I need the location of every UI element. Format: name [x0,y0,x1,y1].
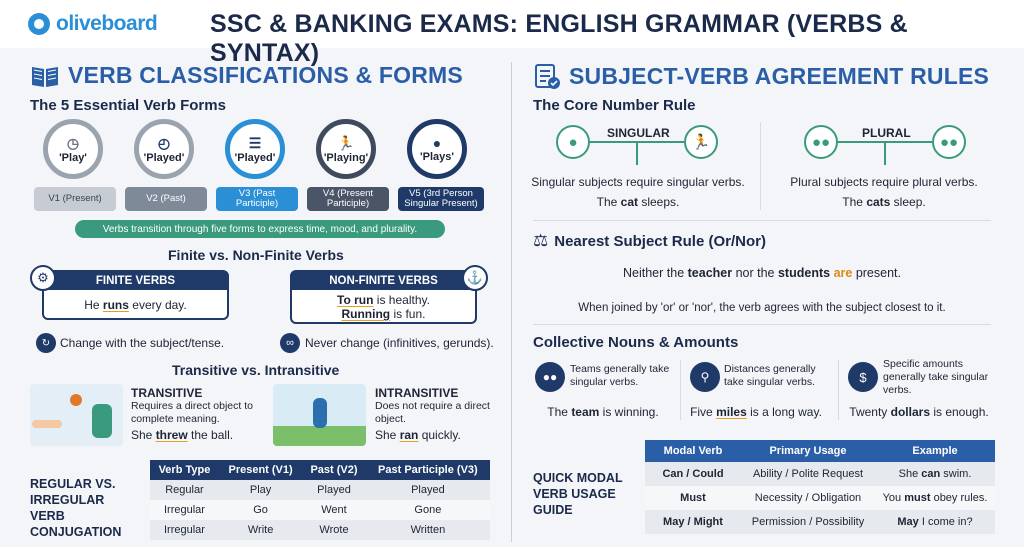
collective-desc-2: Distances generally take singular verbs. [724,363,816,388]
ball-icon [70,394,82,406]
verb-form-v3 [225,119,285,179]
table-cell: Wrote [319,524,349,536]
clock-icon: ◷ [66,134,80,151]
table-cell: Write [247,524,274,536]
finite-verb: runs [102,298,129,312]
conjugation-table [150,460,490,540]
modal-col-header: Modal Verb [663,445,723,457]
money-bag-icon: $ [848,362,878,392]
team-icon: ●● [535,362,565,392]
verb-forms-caption: Verbs transition through five forms to express time, mood, and plurality. [75,220,445,238]
finite-note: Change with the subject/tense. [60,336,225,350]
finite-heading: Finite vs. Non-Finite Verbs [168,247,344,263]
right-section-title: SUBJECT-VERB AGREEMENT RULES [569,62,990,89]
scales-icon: ⚖ [533,231,549,250]
checklist-icon [533,62,561,90]
finite-card [42,270,229,320]
location-icon: ⚲ [690,362,720,392]
verb-form-word: 'Playing' [323,151,369,164]
verb-form-label-v4: V4 (Present Participle) [307,187,389,211]
nonfinite-card-title: NON-FINITE VERBS [292,272,475,290]
verb-form-word: 'Play' [59,151,87,164]
singular-example: The cat sleeps. [596,195,680,209]
collective-example-1: The team is winning. [547,405,659,419]
nearest-note: When joined by 'or' or 'nor', the verb agrees with the subject closest to it. [578,302,946,314]
table-row [150,500,490,520]
collective-divider [838,360,839,420]
table-cell: Must [680,492,706,504]
crowd-icon: ●● [932,125,966,159]
verb-forms-row [43,119,483,211]
person-change-icon: ↻ [36,333,56,353]
table-cell: Play [249,484,272,496]
verb-form-v4 [316,119,376,179]
table-cell: Regular [165,484,204,496]
conj-col-header: Present (V1) [228,464,293,476]
table-cell: Ability / Polite Request [752,468,864,480]
section-rule [533,220,991,221]
singular-stem [636,141,638,165]
table-cell: Necessity / Obligation [754,492,862,504]
hand-figure [32,420,62,428]
transitive-heading: Transitive vs. Intransitive [172,362,340,378]
verb-form-label-v2: V2 (Past) [125,187,207,211]
finite-card-title: FINITE VERBS [44,272,227,290]
table-cell: Go [253,504,268,516]
left-section-title: VERB CLASSIFICATIONS & FORMS [68,62,463,88]
brand-name: oliveboard [56,12,158,35]
grass-shape [273,426,366,446]
transitive-example: She threw the ball. [131,428,234,442]
table-cell: You must obey rules. [882,492,988,504]
table-cell: Played [317,484,351,496]
intransitive-title: INTRANSITIVE [375,386,459,400]
verb-forms-heading: The 5 Essential Verb Forms [30,97,226,114]
nonfinite-example-1: To run is healthy. [337,293,430,307]
runner-icon: 🏃 [684,125,718,159]
clock-icon: ◴ [157,134,171,151]
stack-icon: ☰ [248,134,262,151]
intransitive-illustration [273,384,366,446]
verb-form-word: 'Plays' [420,151,454,163]
table-row [150,520,490,540]
nearest-example: Neither the teacher nor the students are present. [623,266,901,280]
verb-form-label-v1: V1 (Present) [34,187,116,211]
modal-col-header: Example [912,445,958,457]
person-icon: ● [556,125,590,159]
verb-form-v5 [407,119,467,179]
nonfinite-card [290,270,477,324]
modal-table [645,440,995,534]
verb-form-label-v5: V5 (3rd Person Singular Present) [398,187,484,211]
conjugation-heading: REGULAR VS. IRREGULAR VERB CONJUGATION [30,477,122,539]
table-cell: May I come in? [897,516,973,528]
collective-desc-1: Teams generally take singular verbs. [570,363,670,388]
nonfinite-example-2: Running is fun. [341,307,426,321]
singular-desc: Singular subjects require singular verbs. [531,175,745,189]
core-divider [760,122,761,210]
intransitive-example: She ran quickly. [375,428,461,442]
conj-col-header: Verb Type [158,464,211,476]
collective-divider [680,360,681,420]
verb-form-word: 'Played' [143,151,185,164]
table-cell: Gone [414,504,442,516]
runner-figure [313,398,327,428]
column-divider [511,62,512,542]
plural-stem [884,141,886,165]
conj-col-header: Past Participle (V3) [378,464,478,476]
table-cell: Played [411,484,445,496]
verb-form-word: 'Played' [234,151,276,164]
table-cell: Went [321,504,347,516]
anchor-icon: ⚓ [462,265,488,291]
verb-form-label-v3: V3 (Past Participle) [216,187,298,211]
collective-example-2: Five miles is a long way. [690,405,822,419]
finite-example: He runs every day. [84,298,187,312]
table-cell: Irregular [163,504,205,516]
collective-example-3: Twenty dollars is enough. [849,405,989,419]
conj-col-header: Past (V2) [310,464,358,476]
modal-heading: QUICK MODAL VERB USAGE GUIDE [533,471,623,517]
transitive-desc: Requires a direct object to complete meaning. [131,400,253,425]
player-figure [92,404,112,438]
table-cell: Can / Could [662,468,724,480]
transitive-block [131,386,261,442]
plural-desc: Plural subjects require plural verbs. [790,175,978,189]
table-cell: She can swim. [898,468,972,480]
plural-label: PLURAL [862,126,911,140]
transitive-title: TRANSITIVE [131,386,203,400]
book-icon [30,63,60,89]
table-cell: Written [410,524,446,536]
nearest-header [533,231,766,251]
transitive-illustration [30,384,123,446]
right-section-header [533,62,989,90]
infinity-icon: ∞ [280,333,300,353]
table-row [150,480,490,500]
singular-label: SINGULAR [607,126,670,140]
page-title: SSC & BANKING EXAMS: ENGLISH GRAMMAR (VERBS & SYNTAX) [210,10,908,67]
nonfinite-note: Never change (infinitives, gerunds). [305,336,494,350]
table-cell: Permission / Possibility [751,516,865,528]
brand-logo[interactable] [28,12,157,36]
section-rule [533,324,991,325]
plural-example: The cats sleep. [842,195,926,209]
intransitive-block [375,386,490,442]
group-icon: ●● [804,125,838,159]
table-cell: Irregular [163,524,205,536]
table-row [645,486,995,510]
verb-form-v1 [43,119,103,179]
gear-icon: ⚙ [30,265,56,291]
logo-icon [28,13,50,35]
person-icon: ● [432,135,442,151]
intransitive-desc: Does not require a direct object. [375,400,490,425]
collective-heading: Collective Nouns & Amounts [533,334,739,351]
table-row [645,510,995,534]
table-row [645,462,995,486]
nearest-heading: Nearest Subject Rule (Or/Nor) [554,232,766,250]
left-section-header [30,62,463,89]
core-rule-heading: The Core Number Rule [533,97,696,114]
table-cell: May / Might [663,516,723,528]
verb-form-v2 [134,119,194,179]
collective-desc-3: Specific amounts generally take singular verbs. [883,358,989,396]
runner-icon: 🏃 [337,134,355,151]
modal-col-header: Primary Usage [769,445,847,457]
